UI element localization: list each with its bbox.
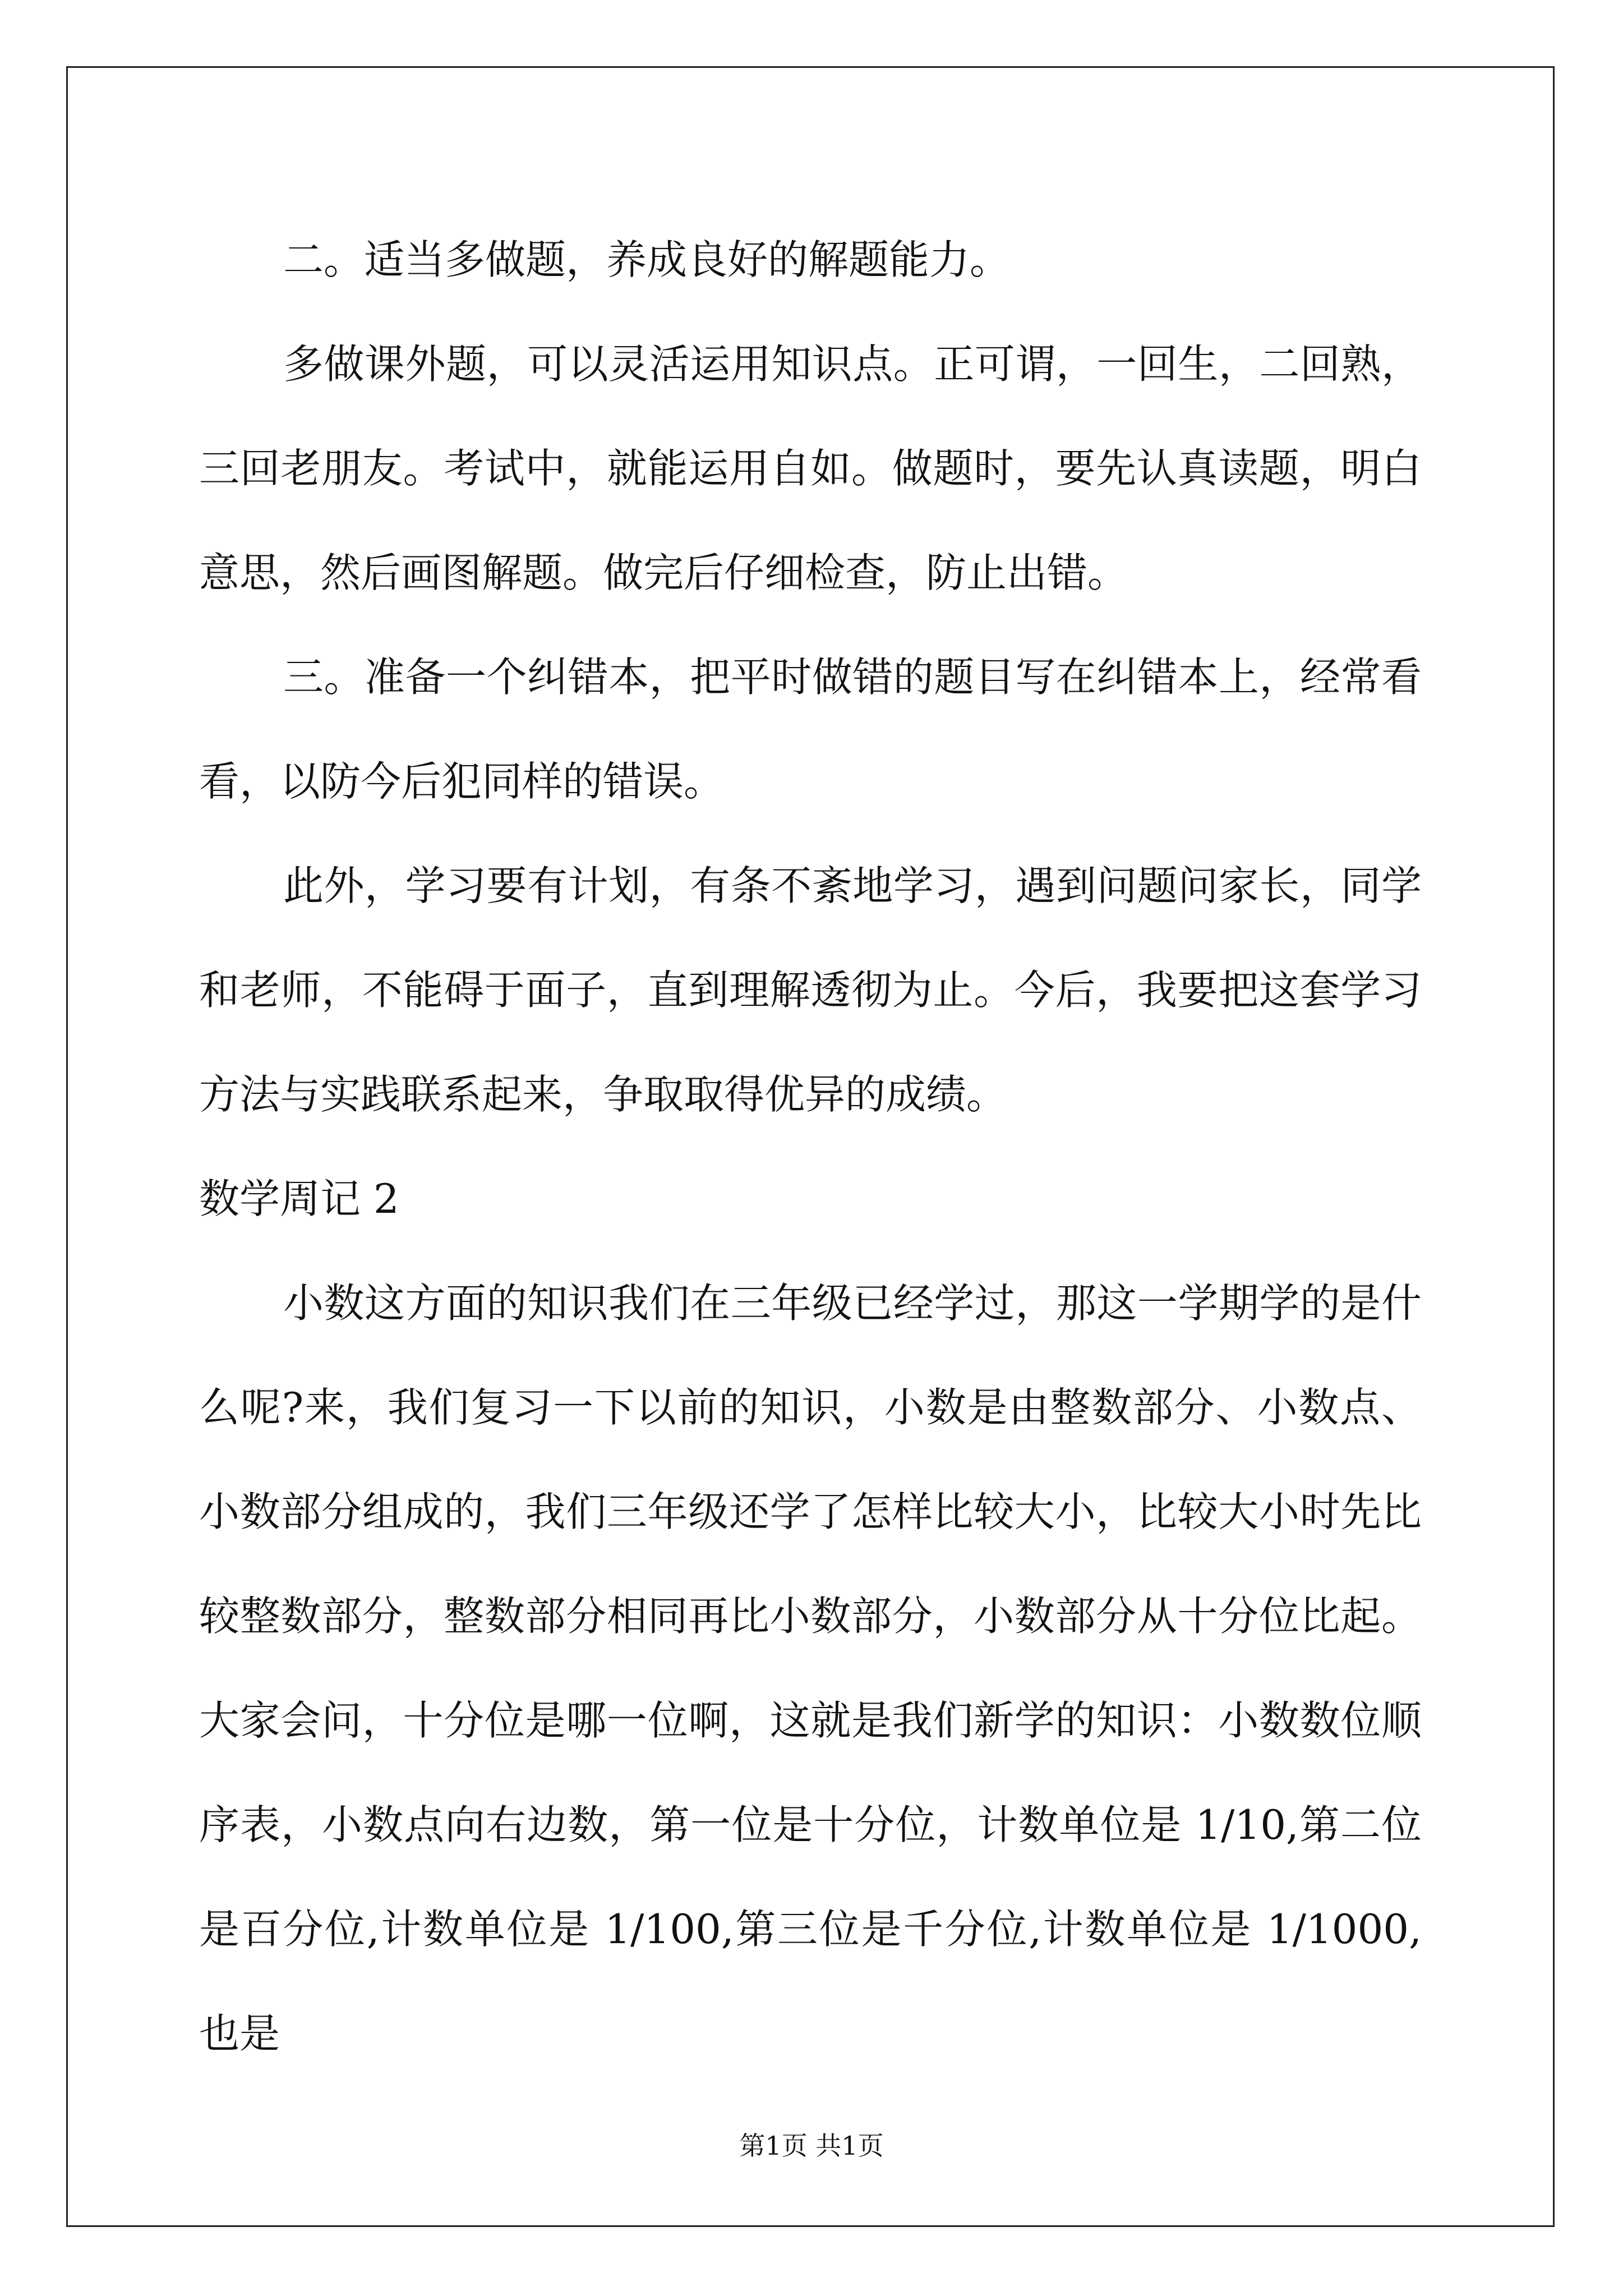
page-footer: 第1页 共1页 (739, 2131, 884, 2161)
document-body (199, 208, 1422, 2086)
paragraph-2: 多做课外题，可以灵活运用知识点。正可谓，一回生，二回熟，三回老朋友。考试中，就能运用自如。做题时，要先认真读题，明白意思，然后画图解题。做完后仔细检查，防止出错。 (199, 341, 1422, 596)
paragraph-5: 小数这方面的知识我们在三年级已经学过，那这一学期学的是什么呢?来，我们复习一下以前的知识，小数是由整数部分、小数点、小数部分组成的，我们三年级还学了怎样比较大小，比较大小时先比较整数部分，整数部分相同再比小数部分，小数部分从十分位比起。大家会问，十分位是哪一位啊，这就是我们新学的知识：小数数位顺序表，小数点向右边数，第一位是十分位，计数单位是 1/10,第二位是百分位,计数单位是 1/100,第三位是千分位,计数单位是 1/1000,也是 (199, 1280, 1422, 2057)
section-heading: 数学周记 2 (199, 1175, 399, 1222)
paragraph-4: 此外，学习要有计划，有条不紊地学习，遇到问题问家长，同学和老师，不能碍于面子，直到理解透彻为止。今后，我要把这套学习方法与实践联系起来，争取取得优异的成绩。 (199, 862, 1422, 1118)
paragraph-3: 三。准备一个纠错本，把平时做错的题目写在纠错本上，经常看看，以防今后犯同样的错误。 (199, 654, 1422, 805)
paragraph-1: 二。适当多做题，养成良好的解题能力。 (283, 236, 1011, 283)
